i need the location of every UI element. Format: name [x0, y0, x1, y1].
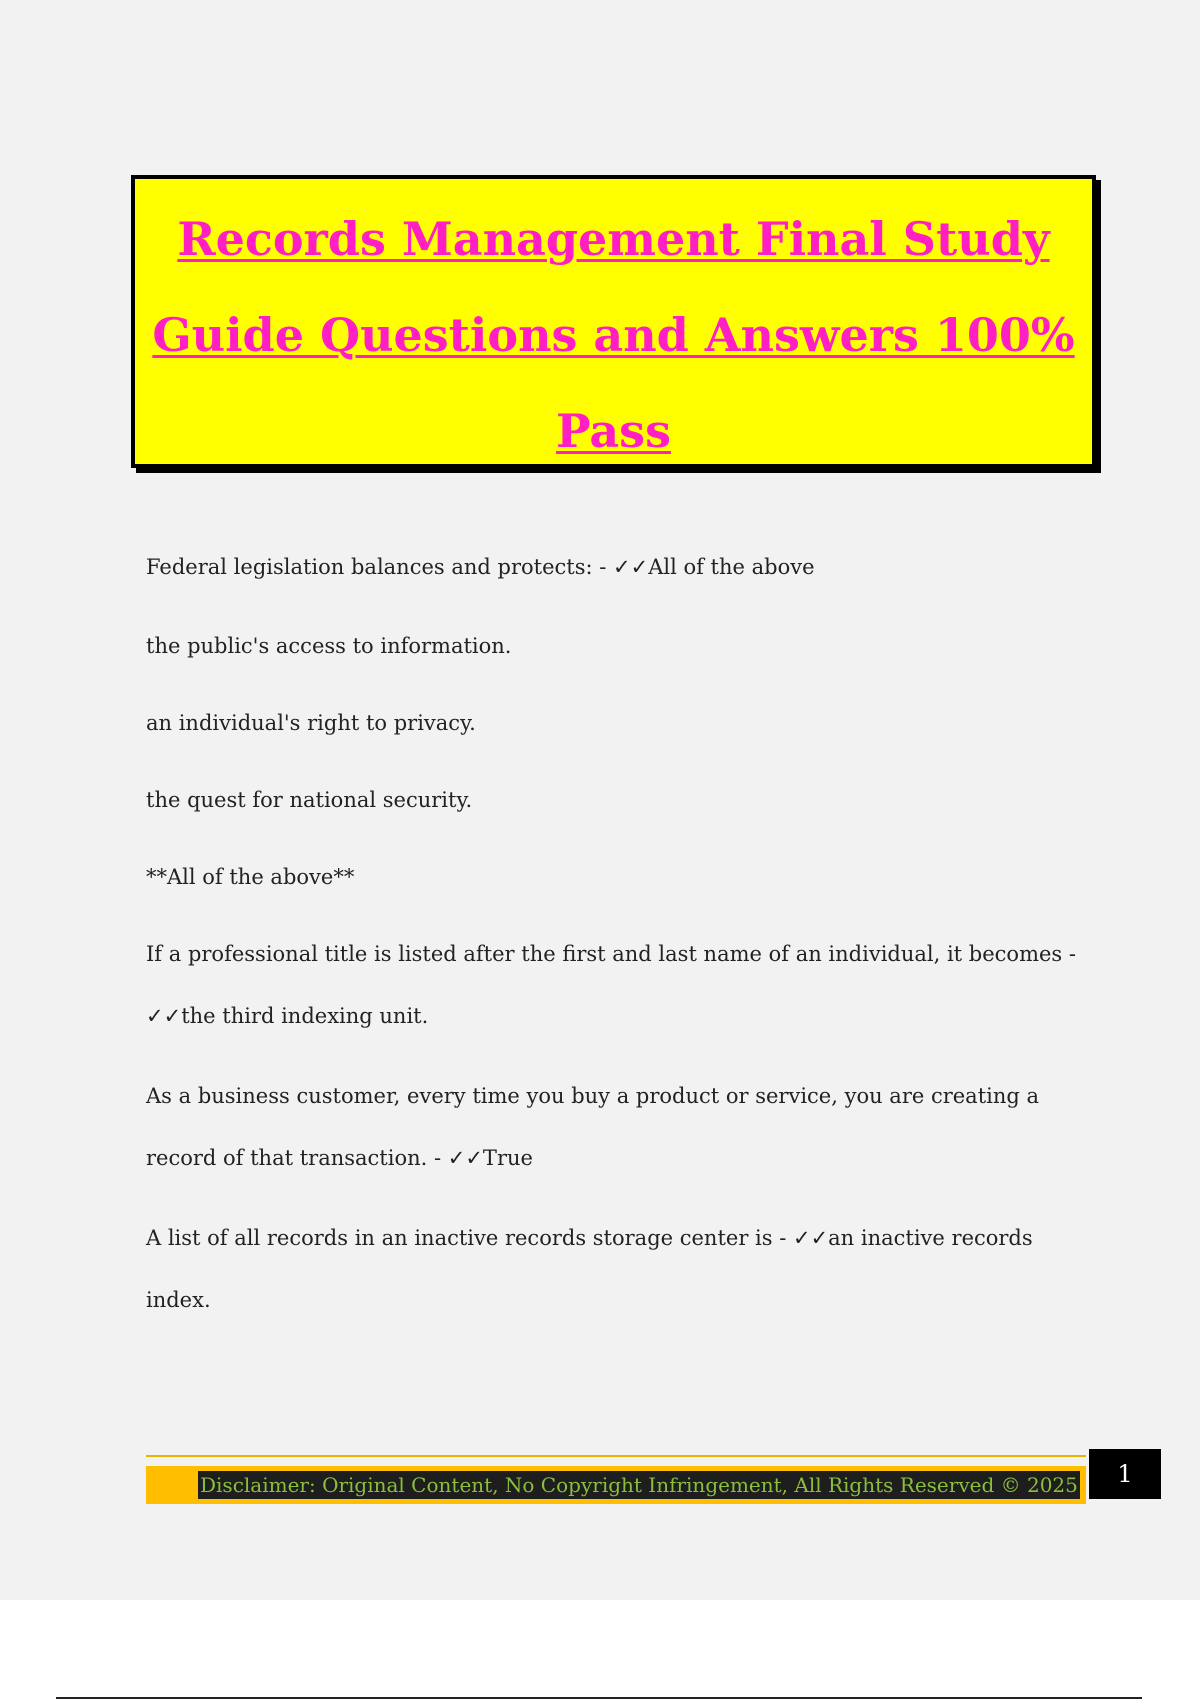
option-privacy: an individual's right to privacy. [146, 711, 476, 735]
footer-disclaimer: Disclaimer: Original Content, No Copyright Infringement, All Rights Reserved © 2025 [200, 1473, 1078, 1497]
option-all-of-above: **All of the above** [146, 865, 355, 889]
question-1-line: Federal legislation balances and protects: - ✓✓All of the above [146, 555, 815, 579]
question-2-line-2: ✓✓the third indexing unit. [146, 1004, 429, 1028]
title-line-2: Guide Questions and Answers 100% [152, 308, 1075, 362]
option-national-security: the quest for national security. [146, 788, 473, 812]
question-4-line-2: index. [146, 1288, 211, 1312]
bottom-rule [56, 1697, 1142, 1699]
footer-divider [146, 1455, 1086, 1457]
page-number: 1 [1089, 1449, 1161, 1499]
question-2-line-1: If a professional title is listed after the first and last name of an individual, it becomes - [146, 942, 1076, 966]
option-public-access: the public's access to information. [146, 634, 512, 658]
title-line-1: Records Management Final Study [177, 212, 1050, 266]
question-4-line-1: A list of all records in an inactive records storage center is - ✓✓an inactive records [146, 1226, 1033, 1250]
title-banner [131, 175, 1096, 468]
question-3-line-1: As a business customer, every time you buy a product or service, you are creating a [146, 1084, 1040, 1108]
title-line-3: Pass [556, 404, 671, 458]
question-3-line-2: record of that transaction. - ✓✓True [146, 1146, 533, 1170]
